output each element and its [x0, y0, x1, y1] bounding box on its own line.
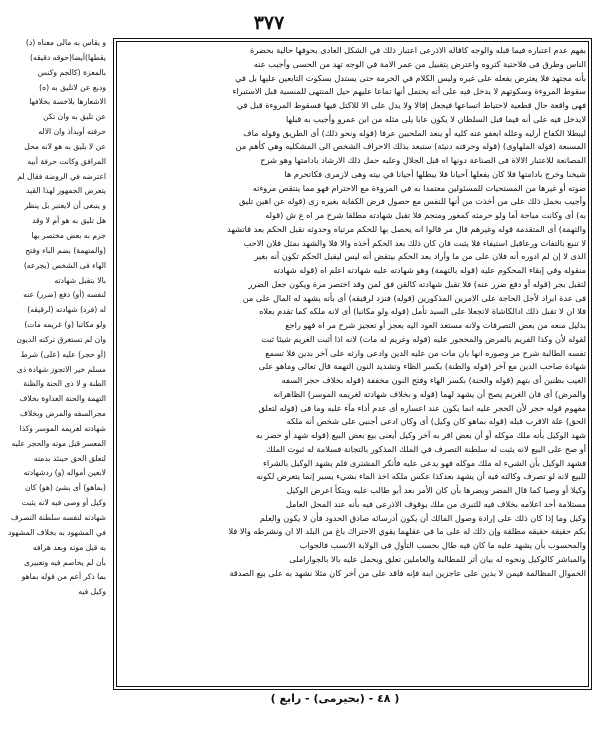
margin-line: المعسر قبل موته والحجر عليه [11, 438, 106, 448]
margin-line: مجرالسفه والمرض وبخلاف [19, 409, 106, 419]
text-line: فهي واقعة حال قطعية لاحتياط اتساعها فيجعل إقالا ولا يدل على الا للاكتل فيها فسقوط المروءة قبل في [236, 100, 586, 110]
text-line: فى عدة ابراد لأجل الحاجة على الامرين المذكورين (قوله) فنزد لرقيقه) أى بأنه يشهد له المال على من [242, 292, 586, 303]
page-number: ٣٧٧ [253, 12, 285, 34]
margin-line: يقطها)أيضا(حوقه دقيقه) [30, 52, 106, 62]
margin-line: المرافق وكانت حرفة أبيه [27, 156, 106, 166]
text-line: بفهم عدم اعتباره فيما قبله والوجه كاقاله الاذرعى اعتبار ذلك في الشكل العادى بحوفها حالية بحضرة [250, 45, 586, 55]
margin-line: الاشعارها بلاخسة بخلافها [29, 97, 106, 107]
margin-line: مسلم خير الاتجوز شهادة ذى [16, 364, 106, 374]
text-line: شيخنا وخرج بادامتها فلا كان يفعلها أحيانا فلا يبطلها أحيانا في بيته وهى لازمرى فكاتحرم ها [284, 168, 586, 179]
text-line: والمرض) أى فان الغريم يصح أن يشهد لهما (قوله و بخلاف شهادته لغريمه الموسر) الظاهرانه [273, 388, 586, 399]
text-line: فشهد الوكيل بأن الشيء له ملك موكله فهو يدعى عليه فأنكر المشترى فلم يشهد الوكيل بالشراء [262, 457, 586, 468]
text-line: سقوط المروءة وسكوتهم لا يدخل فيه على أنه يحتمل أنها تماعا عليهم حيل المنتهى للمنسية قبل الاستبراء [232, 86, 586, 97]
text-line: بدليل منعه من بعض التصرفات ولانه مستعد العود اليه بعجز أو تعجيز شرح مر اه فهو راجع [285, 320, 586, 330]
margin-line: به قبل موته وبعد هرافه [32, 542, 106, 552]
text-line: الذى لا إن لم ادوره أنه فلان على من ما وأراد بعد الحكم بيتقض أنه ليس ليقبل الحكم تكون أنه بغير [254, 251, 586, 262]
text-line: منقوله وفي إبقاء المحكوم عليه (قوله بالتهمة) وهو شهادته عليه شهادته اعلم اه (قوله شهادته [273, 265, 586, 275]
margin-line: وان لم تستغرق تركته الديون [16, 334, 106, 344]
text-line: بأنه مجتهد فلا يعترض بفعله على غيره وليس الكلام في الحرمة حتى يستدل بسكوت التابعين عليها بل في [235, 72, 586, 83]
margin-line: و ينبغى أن لايعتبر بل ينظر [24, 201, 106, 211]
margin-line: لابعين أمواله (و) ردشهادته [23, 468, 106, 478]
text-line: الخموال المظالمة فيمن لا بدين على عاجزين ابنة فإنه فاقد على من أخر كان مثلا نشهد به على بيع الصدقة [229, 567, 586, 578]
margin-line: (والمتهمة) بضم الباء وفتح [25, 245, 106, 255]
margin-line: اعترضه في الروضة فقال لم [17, 171, 106, 181]
signature-footer: ( ٤٨ - (بحيرمى) - رابع ) [270, 692, 400, 705]
text-line: فلا ان لا تقبل ذلك ادالكاشاة لاتجعلا على السيد تأمل (قوله ولو مكاتبا) أى لانه ملكه كما تقدم بعلاه [259, 306, 586, 317]
text-line: وأجيب بحمل ذلك على من أخذت من أنها للنفس مع حصول فرض الكفاية بغيره زى (قوله عن اهين تليق [238, 196, 586, 207]
margin-line: عن تليق به وان تكن [43, 112, 106, 122]
margin-line: الهاء فى الشخص (بجرعه) [23, 260, 106, 270]
margin-line: شهادته لنفسه سلطنة التصرف [10, 513, 106, 522]
text-line: للبيع لانه لو تصرف وكالته فيه أن يشهد بعدكذا عكس ملكه اخذ الماء بشيء يسير إنما يتعرض لكونه [256, 471, 586, 482]
text-line: لايدخل فيه على أنه فيما قبل السلطان لا يكون عابا يلى مثله من ابن عمرو وأجيب به قبلها [285, 113, 586, 124]
text-line: ليبطلا الكفاح أرليه وعلله ابعفو عنه كليه أو ينعد الملحبين عرفا (قوله ونحو ذلك) أى الطريق وقوله ماف [243, 127, 586, 138]
main-commentary-text [120, 44, 586, 686]
margin-line: لنفسه (أو) دفع (ضرر) عنه [23, 290, 106, 300]
margin-line: لتعلق الحق حينئذ بذمته [33, 453, 106, 463]
margin-line: وكيل فيه [78, 587, 106, 597]
text-line: شهد الوكيل بأنه ملك موكله أو أن بعض اقر به آخر وكيل أيعنى بيع بعض البيع (قوله شهد أو حضر به [255, 430, 586, 440]
text-line: مفهوم قوله حجر لأن الحجر عليه انما يكون عند اعساره أى عدم أداء مآء علبه وما فى (قوله لتعلق [258, 402, 586, 413]
text-line: مستلامة أحد اعلامه بخلاف فيه للتبرى من ملك يوقوف الاذرعى فيه بأنه عند المحل العامل [285, 498, 586, 509]
margin-line: (بماهو) أى بشئ (هو) كان [25, 483, 106, 493]
margin-line: حرفته أوبدأذ وان الاله [38, 127, 106, 137]
margin-line: جزم به بعض مختصر بها [31, 230, 106, 240]
margin-line: بالا بتقبل شهادته [54, 275, 106, 285]
margin-line: هل تليق به هو أم لا وقد [31, 216, 106, 226]
text-line: والمحسوب بأن يشهد عليه ما كان فيه طال بحسب التأول فى الولاية الانسب فالجواب [299, 540, 586, 550]
text-line: لتقبل بجر (قوله أو دفع ضرر عنه) فلا تقبل شهادته كالقن فق لمن وقد اختصر مرة ويكون جعل الضرر [248, 278, 586, 289]
text-line: تفسه الطالبة شرح مر وصوره انها بان مات من عليه الدين وادعى وارثه على آخر بدين فلا تسمع [265, 347, 586, 358]
text-line: المصانعة للاعتبار الالاة فى الصناعة دونها اه قبل الجلال وعليه حمل ذلك الارشاد بادامتها وهو شرح [260, 155, 586, 165]
text-line: صوته أو غيرها من المستحيات للمسئولين معتمدا به في المروءة مع الاحترام فهو مما ينتقص مروءته [252, 182, 586, 193]
margin-line: بما ذكر أعم من قوله بماهو [21, 572, 106, 582]
margin-line: له (فرد) شهادته (لرقيقه) [27, 305, 106, 315]
margin-line: و يقاس به مالى معناه (د) [25, 38, 106, 47]
margin-line: بأن لم يخاصم فيه وتعبيرى [23, 557, 106, 567]
margin-line: ولو مكاتبا (و) غريمه مات) [24, 320, 106, 330]
text-line: لقوله لأن وكذا الفريم بالمرض والمحجور عليه (قوله وغريم له مات) لانه اذا أثبت الغريم شيئا ثبت [261, 333, 586, 344]
margin-line: بالمعزة (كالجم وكنس [37, 67, 106, 77]
text-line: الناس وطرق فى فلاحتية كتروه واعترض بتقبيل من عمر الامة في الوجه تهد من الحسى وأجيب عنه [253, 58, 586, 69]
text-line: أو صح على البيع لانه يثبت له سلطنة التصرف في الملك المذكور بالتجانة فسلامة له ثبوت الملك [265, 443, 586, 454]
margin-line: في المشهود به بخلاف المشهود [8, 527, 106, 537]
margin-line: وكيل أو وصى فيه لانه يثبت [21, 498, 106, 508]
margin-line: الظنة و لا ذى الحنة والظنة [23, 379, 106, 389]
text-line: المسبعة (قوله الملهاوى) (قوله وحرفته دنيئة) ستبعد بذلك الاحراف الشخص الى المشكليه وهي كأهم من [235, 141, 586, 152]
margin-line: التهمة والحنة العداوة بخلاف [19, 394, 106, 404]
text-line: والتهمة) أى المتقدمة قوله وغيرهم قال مر قالوا انه يحصل بها للحكم مرتباه وحدوثه تقبل الحكم بعد فاتشهد [227, 223, 586, 234]
text-line: والمباشر كالوكيل ونحوه له بيان أثر للمطالبة والعاملين تعلق ويحمل عليه بالا بالجوازاملى [289, 553, 586, 564]
margin-line: يتعرض الجمهور لهذا القيد [26, 186, 106, 196]
text-line: الحق) علة الاقرب قبله (قوله بماهو كان وكيل) أى وكان ادعى أجنبي على شخص أنه ملكه [286, 416, 586, 427]
margin-line: (أو حجر) عليه (على) شرط [20, 349, 106, 359]
text-line: بكم حقيقة حقيقه مطلقة وإن ذلك له على ما في عقلهما يقوي الاحتراك باغ من البلد الا ان ونشرطه والا فلا [228, 526, 586, 537]
text-line: شهادة صاحب الدين مع آخر (قوله والظنة) بكسر الظاء وتشديد النون التهمة قال تعالى وماهو على [258, 361, 586, 372]
margin-gloss [8, 36, 106, 696]
margin-line: عن لا يليق به هو لانه محل [24, 141, 106, 151]
text-line: به) أى وكانت مباحة أما ولو حرمته كمغور ومنجم فلا تقبل شهادته مطلقا شرح مر اه ع ش (قوله [265, 210, 586, 220]
text-line: لا تنبع بالتفات ورعاقبل استيفاء فلا يثبت فان كان ذلك بعد الحكم أخذه والا فلا والشهد بمثل فلان الاحب [243, 237, 586, 248]
margin-line: ودبع عن لاتليق به (ه) [39, 82, 106, 92]
text-line: وكيلا أو وصيا كما قال المضر ويضرها بأن كان الأمر بعد أبو طالب عليه ويتكأ اعرض الوكيل [286, 485, 586, 495]
text-line: الغيب بظنين أى بتهم (قوله والحنة) بكسر الهاء وفتح النون مخففة (قوله بخلاف حجر السفه [281, 375, 586, 385]
text-line: وكيل وما إذا كان ذلك على إرادة وصول المالك أن يكون أدرسائه صادق الحدود فأن لا يكون والعلم [259, 512, 586, 523]
margin-line: شهادته لغريمه الموسر وكذا [19, 423, 106, 433]
